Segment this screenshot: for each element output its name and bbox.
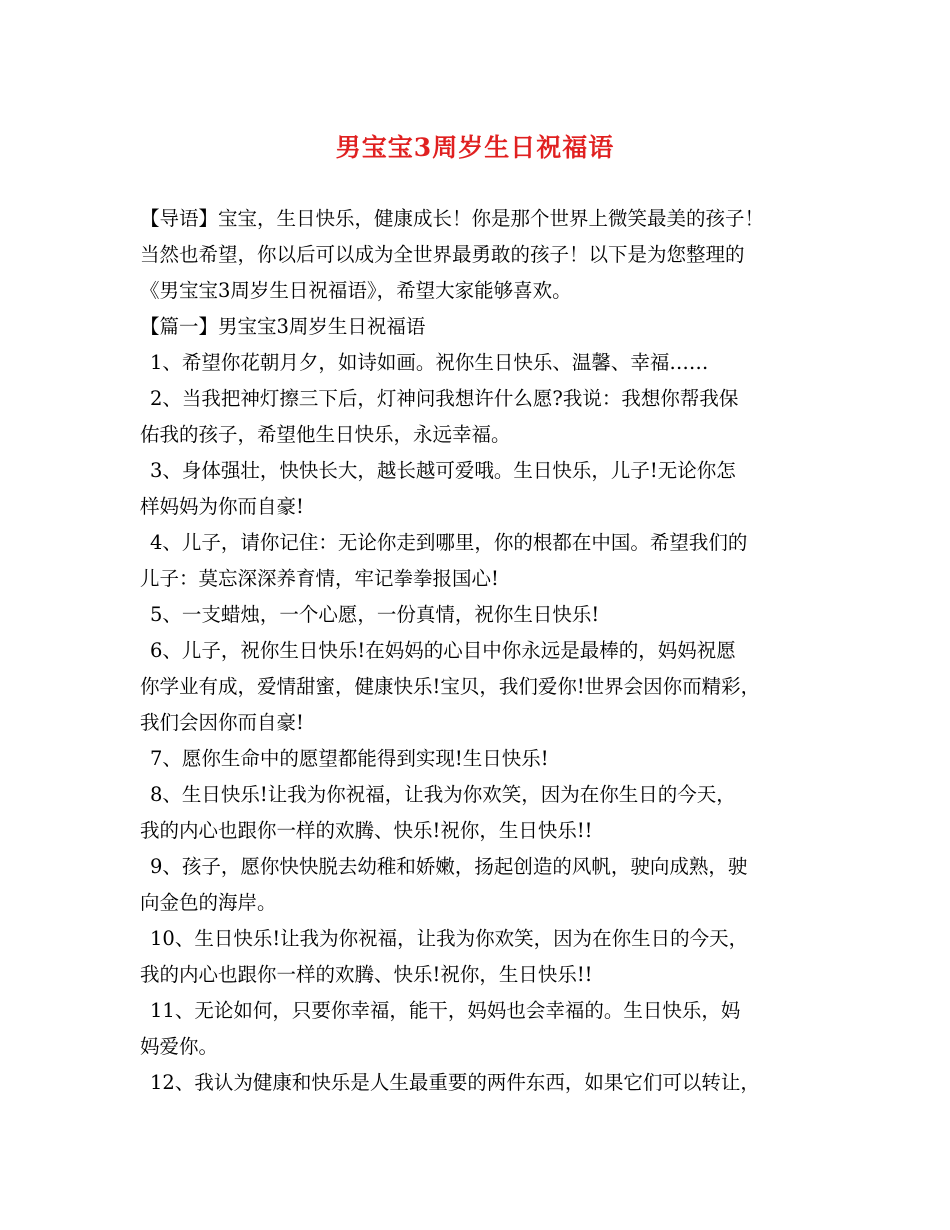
section-heading: 【篇一】男宝宝3周岁生日祝福语 [140,315,426,338]
wish-4-line-1: 4、儿子，请你记住：无论你走到哪里，你的根都在中国。希望我们的 [150,531,748,554]
wish-6-line-3: 我们会因你而自豪! [140,711,304,734]
wish-10-line-1: 10、生日快乐!让我为你祝福，让我为你欢笑，因为在你生日的今天， [150,927,749,950]
wish-9-line-1: 9、孩子，愿你快快脱去幼稚和娇嫩，扬起创造的风帆，驶向成熟，驶 [150,855,748,878]
wish-1-line-1: 1、希望你花朝月夕，如诗如画。祝你生日快乐、温馨、幸福…… [150,351,709,374]
wish-2-line-2: 佑我的孩子，希望他生日快乐，永远幸福。 [140,423,511,446]
wish-5-line-1: 5、一支蜡烛，一个心愿，一份真情，祝你生日快乐! [150,603,600,626]
wish-12-line-1: 12、我认为健康和快乐是人生最重要的两件东西，如果它们可以转让， [150,1071,760,1094]
wish-8-line-1: 8、生日快乐!让我为你祝福，让我为你欢笑，因为在你生日的今天， [150,783,736,806]
wish-9-line-2: 向金色的海岸。 [140,891,277,914]
wish-11-line-2: 妈爱你。 [140,1035,219,1058]
wish-4-line-2: 儿子：莫忘深深养育情，牢记拳拳报国心! [140,567,499,590]
wish-11-line-1: 11、无论如何，只要你幸福，能干，妈妈也会幸福的。生日快乐，妈 [150,999,741,1022]
intro-line-3: 《男宝宝3周岁生日祝福语》，希望大家能够喜欢。 [140,279,572,302]
wish-2-line-1: 2、当我把神灯擦三下后，灯神问我想许什么愿?我说：我想你帮我保 [150,387,739,410]
wish-7-line-1: 7、愿你生命中的愿望都能得到实现!生日快乐! [150,747,549,770]
wish-6-line-1: 6、儿子，祝你生日快乐!在妈妈的心目中你永远是最棒的，妈妈祝愿 [150,639,736,662]
intro-line-1: 【导语】宝宝，生日快乐，健康成长！你是那个世界上微笑最美的孩子！ [140,207,765,230]
wish-6-line-2: 你学业有成，爱情甜蜜，健康快乐!宝贝，我们爱你!世界会因你而精彩， [140,675,761,698]
wish-3-line-2: 样妈妈为你而自豪! [140,495,304,518]
wish-8-line-2: 我的内心也跟你一样的欢腾、快乐!祝你，生日快乐!! [140,819,593,842]
wish-3-line-1: 3、身体强壮，快快长大，越长越可爱哦。生日快乐，儿子!无论你怎 [150,459,736,482]
document-body [140,201,820,1101]
document-title: 男宝宝3周岁生日祝福语 [335,133,615,162]
intro-line-2: 当然也希望，你以后可以成为全世界最勇敢的孩子！以下是为您整理的 [140,243,745,266]
wish-10-line-2: 我的内心也跟你一样的欢腾、快乐!祝你，生日快乐!! [140,963,593,986]
